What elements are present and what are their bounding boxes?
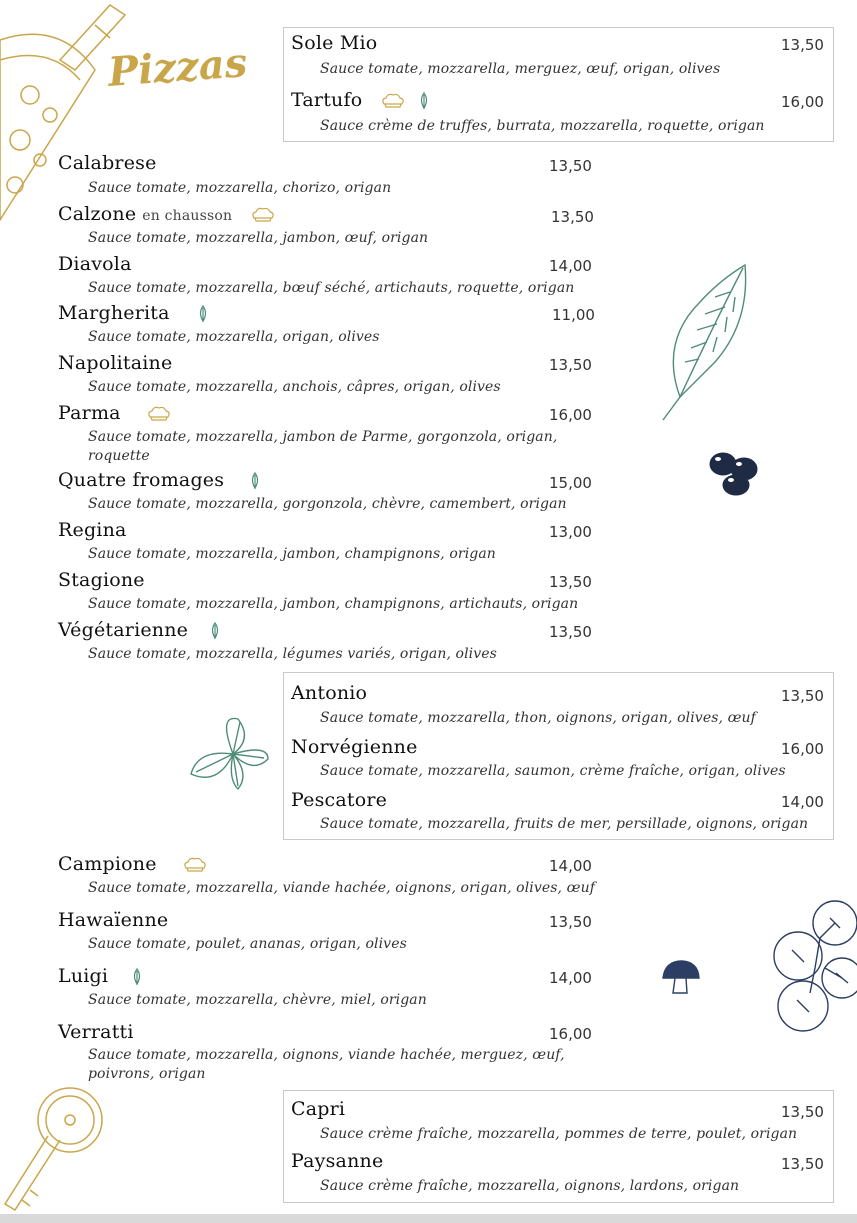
pizza-name: Verratti — [58, 1021, 134, 1043]
leaf-icon — [250, 472, 260, 490]
pizza-description: Sauce tomate, mozzarella, jambon, œuf, origan — [88, 230, 429, 246]
pizza-name-row — [58, 619, 220, 641]
pizza-description: Sauce tomate, mozzarella, chèvre, miel, origan — [88, 992, 427, 1008]
pizza-name: Calabrese — [58, 152, 157, 174]
pizza-name-row — [58, 469, 260, 491]
pizza-name: Regina — [58, 519, 127, 541]
pizza-description: Sauce tomate, mozzarella, bœuf séché, artichauts, roquette, origan — [88, 280, 575, 296]
leaf-icon — [419, 92, 429, 110]
pizza-name-row — [291, 89, 429, 111]
chef-hat-icon — [183, 857, 207, 873]
pizza-price: 16,00 — [781, 740, 824, 758]
pizza-description: Sauce tomate, mozzarella, jambon, champignons, origan — [88, 546, 496, 562]
pizza-price: 13,50 — [781, 1155, 824, 1173]
pizza-price: 14,00 — [549, 257, 592, 275]
pizza-name-row — [58, 402, 171, 424]
pizza-description: Sauce tomate, mozzarella, saumon, crème fraîche, origan, olives — [320, 763, 786, 779]
pizza-description: Sauce tomate, mozzarella, gorgonzola, chèvre, camembert, origan — [88, 496, 567, 512]
pizza-price: 13,50 — [781, 1103, 824, 1121]
pizza-note: en chausson — [142, 208, 233, 224]
leaf-icon — [198, 305, 208, 323]
pizza-description: Sauce tomate, mozzarella, anchois, câpres, origan, olives — [88, 379, 501, 395]
pizza-price: 15,00 — [549, 474, 592, 492]
pizza-name: Hawaïenne — [58, 909, 169, 931]
pizza-price: 13,50 — [549, 356, 592, 374]
pizza-description: Sauce crème de truffes, burrata, mozzarella, roquette, origan — [320, 118, 765, 134]
pizza-description: Sauce tomate, mozzarella, chorizo, origan — [88, 180, 392, 196]
pizza-name-row — [58, 965, 142, 987]
pizza-name: Végétarienne — [58, 619, 189, 641]
pizza-price: 13,50 — [549, 913, 592, 931]
chef-hat-icon — [251, 207, 275, 223]
pizza-name: Stagione — [58, 569, 145, 591]
pizza-name: Antonio — [291, 682, 368, 704]
pizza-price: 13,50 — [781, 36, 824, 54]
chef-hat-icon — [147, 406, 171, 422]
leaf-icon — [132, 968, 142, 986]
page-bottom-border — [0, 1214, 857, 1223]
pizza-name: Luigi — [58, 965, 109, 987]
tomatoes-illustration — [770, 898, 857, 1038]
pizza-name: Sole Mio — [291, 32, 378, 54]
pizza-price: 13,50 — [551, 208, 594, 226]
pizza-name: Calzone — [58, 203, 137, 225]
pizza-name: Diavola — [58, 253, 132, 275]
pizza-name: Pescatore — [291, 789, 388, 811]
pizza-name: Paysanne — [291, 1150, 384, 1172]
pizza-description: Sauce tomate, mozzarella, origan, olives — [88, 329, 380, 345]
pizza-description: Sauce tomate, mozzarella, merguez, œuf, origan, olives — [320, 61, 721, 77]
pizza-name: Tartufo — [291, 89, 363, 111]
pizza-name: Quatre fromages — [58, 469, 225, 491]
olives-illustration — [706, 447, 761, 497]
pizza-price: 14,00 — [549, 969, 592, 987]
bay-leaf-illustration — [655, 262, 750, 422]
pizza-description: Sauce tomate, mozzarella, thon, oignons, origan, olives, œuf — [320, 710, 756, 726]
pizza-name: Norvégienne — [291, 736, 418, 758]
pizza-price: 14,00 — [549, 857, 592, 875]
pizza-price: 13,50 — [549, 157, 592, 175]
pizza-description: Sauce tomate, mozzarella, jambon, champignons, artichauts, origan — [88, 596, 579, 612]
pizza-name: Margherita — [58, 302, 170, 324]
pizza-name: Napolitaine — [58, 352, 173, 374]
pizza-description: Sauce tomate, poulet, ananas, origan, olives — [88, 936, 407, 952]
pizza-name: Campione — [58, 853, 157, 875]
pizza-price: 11,00 — [552, 306, 595, 324]
pizza-name-row — [58, 853, 207, 875]
chef-hat-icon — [381, 93, 405, 109]
pizza-price: 16,00 — [549, 1025, 592, 1043]
pizza-description: Sauce crème fraîche, mozzarella, pommes de terre, poulet, origan — [320, 1126, 798, 1142]
pizza-price: 13,50 — [549, 573, 592, 591]
pizza-name: Parma — [58, 402, 121, 424]
page-title: Pizzas — [106, 39, 249, 96]
pizza-price: 13,50 — [781, 687, 824, 705]
pizza-price: 13,00 — [549, 523, 592, 541]
leaf-icon — [210, 622, 220, 640]
pizza-name-row — [58, 302, 208, 324]
pizza-description: Sauce crème fraîche, mozzarella, oignons, lardons, origan — [320, 1178, 740, 1194]
pizza-name-row — [58, 203, 275, 225]
pizza-name: Capri — [291, 1098, 346, 1120]
pizza-description: Sauce tomate, mozzarella, fruits de mer, persillade, oignons, origan — [320, 816, 809, 832]
pizza-price: 13,50 — [549, 623, 592, 641]
pizza-cutter-illustration — [0, 1080, 110, 1214]
basil-illustration — [188, 714, 273, 792]
pizza-price: 14,00 — [781, 793, 824, 811]
pizza-description: Sauce tomate, mozzarella, oignons, viande hachée, merguez, œuf, poivrons, origan — [88, 1047, 565, 1082]
pizza-price: 16,00 — [549, 406, 592, 424]
pizza-description: Sauce tomate, mozzarella, légumes variés, origan, olives — [88, 646, 497, 662]
pizza-description: Sauce tomate, mozzarella, jambon de Parme, gorgonzola, origan, roquette — [88, 429, 558, 464]
mushroom-illustration — [660, 958, 702, 996]
pizza-price: 16,00 — [781, 93, 824, 111]
pizza-description: Sauce tomate, mozzarella, viande hachée, oignons, origan, olives, œuf — [88, 880, 595, 896]
